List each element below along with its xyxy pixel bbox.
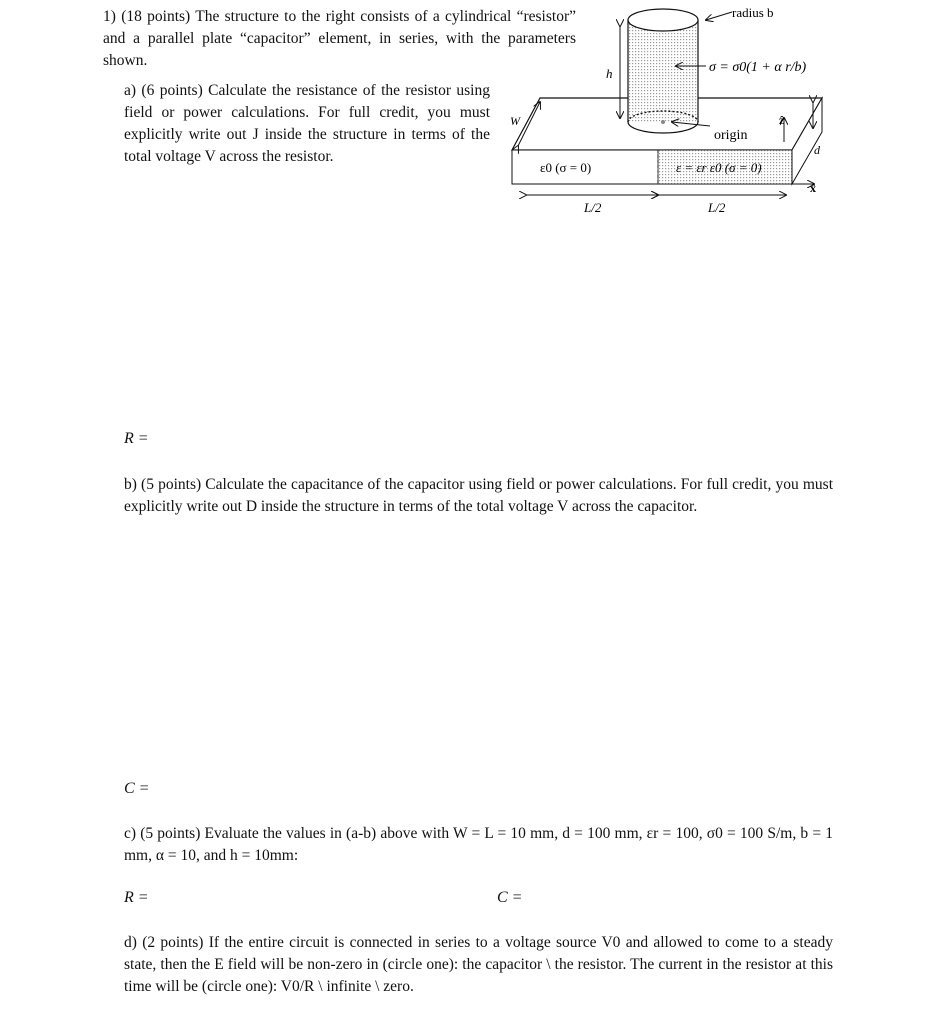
origin-label: origin (714, 128, 748, 143)
cylinder-top (628, 9, 698, 31)
z-axis-label: ẑ (779, 113, 785, 127)
answer-c-numeric (497, 889, 522, 907)
sigma-label: σ = σ0(1 + α r/b) (709, 60, 807, 75)
answer-c-numeric-text: C = (497, 889, 523, 906)
part-b-question (124, 474, 833, 518)
answer-r-numeric (124, 889, 149, 907)
x-axis-label: x̂ (810, 181, 816, 195)
part-c-question (124, 823, 833, 867)
part-b-text: b) (5 points) Calculate the capacitance of the capacitor using field or power calculations. For full credit, you must explicitly write out D inside the structure in terms of the total voltage V across the capacitor. (124, 476, 833, 515)
right-region-label: ε = εr ε0 (σ = 0) (676, 160, 762, 175)
part-d-text: d) (2 points) If the entire circuit is connected in series to a voltage source V0 and allowed to come to a steady state, then the E field will be non-zero in (circle one): the capacitor \ the resistor. The current in the resistor at this time will be (circle one): V0/R \ infinite \ zero. (124, 934, 833, 995)
radius-leader (706, 12, 732, 20)
answer-c (124, 780, 149, 798)
structure-figure (500, 0, 830, 220)
part-a-text: a) (6 points) Calculate the resistance of the resistor using field or power calculations. For full credit, you must explicitly write out J inside the structure in terms of the total voltage V across the resistor. (124, 82, 490, 165)
answer-r-text: R = (124, 430, 149, 447)
left-length-label: L/2 (584, 200, 602, 215)
answer-r-numeric-text: R = (124, 889, 149, 906)
cylinder-body (628, 20, 698, 122)
part-a-question (124, 80, 490, 168)
d-label: d (814, 143, 820, 157)
problem-intro-text: 1) (18 points) The structure to the right consists of a cylindrical “resistor” and a parallel plate “capacitor” element, in series, with the parameters shown. (103, 8, 576, 69)
part-c-text: c) (5 points) Evaluate the values in (a-b) above with W = L = 10 mm, d = 100 mm, εr = 100, σ0 = 100 S/m, b = 1 mm, α = 10, and h = 10mm: (124, 825, 833, 864)
answer-r (124, 430, 149, 448)
radius-label: radius b (732, 5, 774, 20)
part-d-question (124, 932, 833, 998)
origin-dot (661, 120, 665, 124)
w-label: W (510, 114, 520, 128)
left-region-label: ε0 (σ = 0) (540, 160, 592, 175)
right-length-label: L/2 (708, 200, 726, 215)
h-label: h (606, 66, 613, 81)
answer-c-text: C = (124, 780, 150, 797)
